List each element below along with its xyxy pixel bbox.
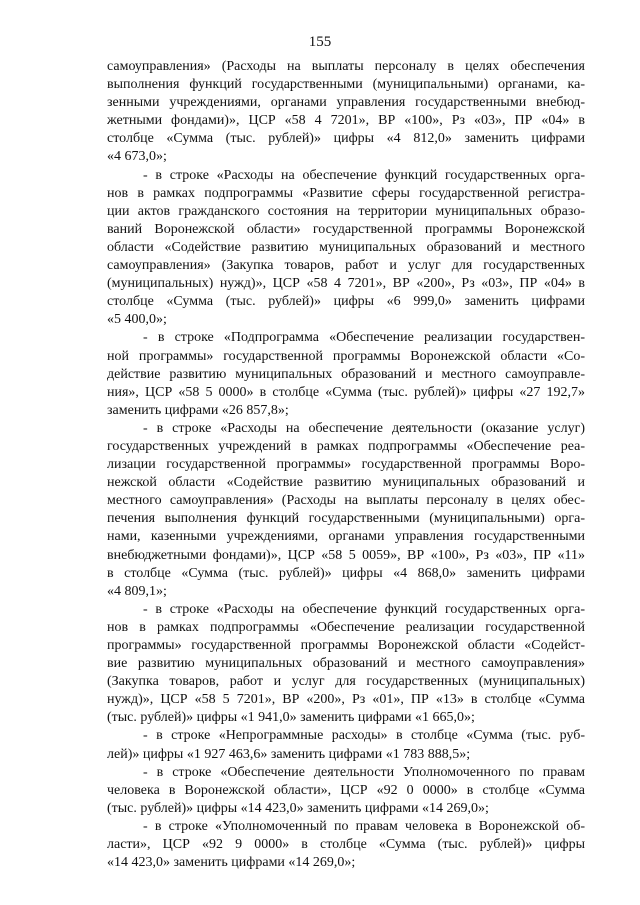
text-line: самоуправления» (Расходы на выплаты персоналу в целях обеспечения [107,59,585,74]
text-line: нами, казенными учреждениями, органами управления государственными [107,529,585,545]
paragraph-4 [107,420,585,601]
paragraph-6 [107,727,585,763]
text-line: столбце «Сумма (тыс. рублей)» цифры «6 999,0» заменить цифрами [107,294,585,310]
text-line: зенными учреждениями, органами управления государственными внебюд- [107,95,585,111]
text-line: ласти», ЦСР «92 9 0000» в столбце «Сумма (тыс. рублей)» цифры [107,837,585,853]
text-line: ции актов гражданского состояния на территории муниципальных образо- [107,203,585,219]
text-line: - в строке «Непрограммные расходы» в столбце «Сумма (тыс. руб- [143,728,585,744]
paragraph-5 [107,601,585,728]
text-line: нежской области «Содействие развитию муниципальных образований и [107,475,585,491]
text-line: (тыс. рублей)» цифры «1 941,0» заменить цифрами «1 665,0»; [107,710,475,726]
text-line: внебюджетными фондами)», ЦСР «58 5 0059», ВР «100», Рз «03», ПР «11» [107,547,585,563]
text-line: - в строке «Подпрограмма «Обеспечение реализации государствен- [143,330,585,346]
text-line: «4 809,1»; [107,583,167,599]
text-line: «4 673,0»; [107,149,167,165]
text-line: человека в Воронежской области», ЦСР «92 0 0000» в столбце «Сумма [107,782,585,798]
paragraph-1 [107,58,585,167]
text-line: «5 400,0»; [107,312,167,328]
document-body [107,58,585,872]
text-line: ния», ЦСР «58 5 0000» в столбце «Сумма (тыс. рублей)» цифры «27 192,7» [107,384,585,400]
paragraph-2 [107,167,585,330]
text-line: области «Содействие развитию муниципальных образований и местного [107,239,585,255]
text-line: вие развитию муниципальных образований и местного самоуправления» [107,656,585,672]
text-line: - в строке «Расходы на обеспечение функций государственных орга- [143,601,585,617]
text-line: столбце «Сумма (тыс. рублей)» цифры «4 812,0» заменить цифрами [107,131,585,147]
text-line: действие развитию муниципальных образований и местного самоуправле- [107,366,585,382]
text-line: (тыс. рублей)» цифры «14 423,0» заменить цифрами «14 269,0»; [107,800,489,816]
text-line: «14 423,0» заменить цифрами «14 269,0»; [107,855,356,871]
paragraph-7 [107,764,585,818]
text-line: лей)» цифры «1 927 463,6» заменить цифрами «1 783 888,5»; [107,746,471,762]
paragraph-8 [107,818,585,872]
text-line: нужд)», ЦСР «58 5 7201», ВР «200», Рз «01», ПР «13» в столбце «Сумма [107,692,585,708]
text-line: - в строке «Расходы на обеспечение функций государственных орга- [143,167,585,183]
text-line: лизации государственной программы» государственной программы Воро- [107,457,585,473]
text-line: программы» государственной программы Воронежской области «Содейст- [107,638,585,653]
text-line: жетными фондами)», ЦСР «58 4 7201», ВР «100», Рз «03», ПР «04» в [107,113,585,129]
text-line: ваний Воронежской области» государственной программы Воронежской [107,221,585,237]
text-line: - в строке «Расходы на обеспечение деятельности (оказание услуг) [143,420,585,436]
text-line: выполнения функций государственными (муниципальными) органами, ка- [107,77,585,93]
text-line: заменить цифрами «26 857,8»; [107,402,289,418]
page-number: 155 [308,34,332,50]
text-line: печения выполнения функций государственными (муниципальными) орга- [107,511,585,527]
text-line: - в строке «Обеспечение деятельности Уполномоченного по правам [143,764,585,780]
text-line: нов в рамках подпрограммы «Развитие сферы государственной регистра- [107,185,585,201]
text-line: нов в рамках подпрограммы «Обеспечение реализации государственной [107,619,585,635]
text-line: самоуправления» (Закупка товаров, работ и услуг для государственных [107,258,585,274]
text-line: в столбце «Сумма (тыс. рублей)» цифры «4 868,0» заменить цифрами [107,565,585,581]
text-line: (муниципальных) нужд)», ЦСР «58 4 7201», ВР «200», Рз «03», ПР «04» в [107,276,585,292]
text-line: ной программы» государственной программы Воронежской области «Со- [107,348,585,364]
text-line: местного самоуправления» (Расходы на выплаты персоналу в целях обес- [107,493,585,509]
paragraph-3 [107,329,585,419]
text-line: государственных учреждений в рамках подпрограммы «Обеспечение реа- [107,438,585,454]
text-line: - в строке «Уполномоченный по правам человека в Воронежской об- [143,818,585,834]
text-line: (Закупка товаров, работ и услуг для государственных (муниципальных) [107,674,585,690]
